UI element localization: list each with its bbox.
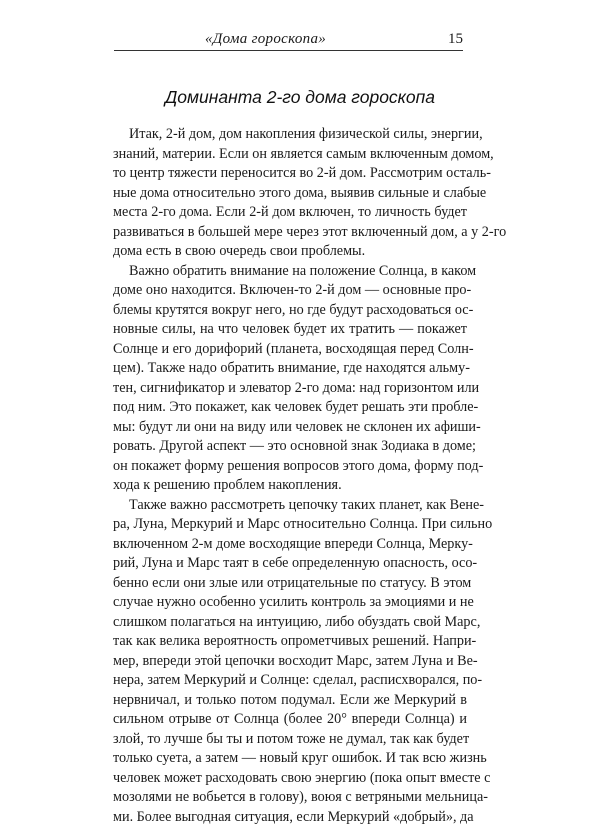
paragraph-line: он покажет форму решения вопросов этого дома, форму под- (113, 457, 467, 477)
paragraph-line: места 2-го дома. Если 2-й дом включен, то личность будет (113, 203, 467, 223)
paragraph-line: под ним. Это покажет, как человек будет решать эти пробле- (113, 398, 467, 418)
paragraph-line: развиваться в большей мере через этот включенный дом, а у 2-го (113, 223, 467, 243)
paragraph-line: доме оно находится. Включен-то 2-й дом — основные про- (113, 281, 467, 301)
paragraph-line: новные силы, на что человек будет их тратить — покажет (113, 320, 467, 340)
header-rule (114, 50, 463, 51)
body-text (113, 125, 467, 827)
paragraph-line: рий, Луна и Марс таят в себе определенную опасность, осо- (113, 554, 467, 574)
paragraph-line: так как велика вероятность опрометчивых решений. Напри- (113, 632, 467, 652)
paragraph-line: бенно если они злые или отрицательные по статусу. В этом (113, 574, 467, 594)
paragraph-line: ровать. Другой аспект — это основной знак Зодиака в доме; (113, 437, 467, 457)
running-title: «Дома гороскопа» (205, 31, 326, 48)
paragraph (113, 262, 467, 496)
paragraph-line: сильном отрыве от Солнца (более 20° впереди Солнца) и (113, 710, 467, 730)
paragraph-line: нера, затем Меркурий и Солнце: сделал, расписхворался, по- (113, 671, 467, 691)
paragraph-line: то центр тяжести переносится во 2-й дом. Рассмотрим осталь- (113, 164, 467, 184)
paragraph-line: блемы крутятся вокруг него, но где будут расходоваться ос- (113, 301, 467, 321)
paragraph-line: включенном 2-м доме восходящие впереди Солнца, Мерку- (113, 535, 467, 555)
running-head (0, 0, 600, 60)
paragraph-line: ра, Луна, Меркурий и Марс относительно Солнца. При сильно (113, 515, 467, 535)
paragraph-line: злой, то лучше бы ты и потом тоже не думал, так как будет (113, 730, 467, 750)
paragraph-line: дома есть в свою очередь свои проблемы. (113, 242, 467, 262)
paragraph-line: ми. Более выгодная ситуация, если Меркурий «добрый», да (113, 808, 467, 827)
paragraph-line: Итак, 2-й дом, дом накопления физической силы, энергии, (113, 125, 467, 145)
paragraph-line: знаний, материи. Если он является самым включенным домом, (113, 145, 467, 165)
paragraph-line: слишком полагаться на интуицию, либо обуздать свой Марс, (113, 613, 467, 633)
paragraph-line: только суета, а затем — новый круг ошибок. И так всю жизнь (113, 749, 467, 769)
paragraph-line: Важно обратить внимание на положение Солнца, в каком (113, 262, 467, 282)
paragraph (113, 125, 467, 262)
paragraph-line: нервничал, и только потом подумал. Если же Меркурий в (113, 691, 467, 711)
paragraph-line: Также важно рассмотреть цепочку таких планет, как Вене- (113, 496, 467, 516)
paragraph (113, 496, 467, 827)
page-number: 15 (448, 31, 463, 48)
paragraph-line: мозолями не вобьется в голову), воюя с ветряными мельница- (113, 788, 467, 808)
paragraph-line: тен, сигнификатор и элеватор 2-го дома: над горизонтом или (113, 379, 467, 399)
paragraph-line: хода к решению проблем накопления. (113, 476, 467, 496)
paragraph-line: Солнце и его дорифорий (планета, восходящая перед Солн- (113, 340, 467, 360)
paragraph-line: случае нужно особенно усилить контроль за эмоциями и не (113, 593, 467, 613)
paragraph-line: мер, впереди этой цепочки восходит Марс, затем Луна и Ве- (113, 652, 467, 672)
paragraph-line: человек может расходовать свою энергию (пока опыт вместе с (113, 769, 467, 789)
section-title: Доминанта 2-го дома гороскопа (0, 87, 600, 108)
paragraph-line: цем). Также надо обратить внимание, где находятся альму- (113, 359, 467, 379)
paragraph-line: ные дома относительно этого дома, выявив сильные и слабые (113, 184, 467, 204)
paragraph-line: мы: будут ли они на виду или человек не склонен их афиши- (113, 418, 467, 438)
